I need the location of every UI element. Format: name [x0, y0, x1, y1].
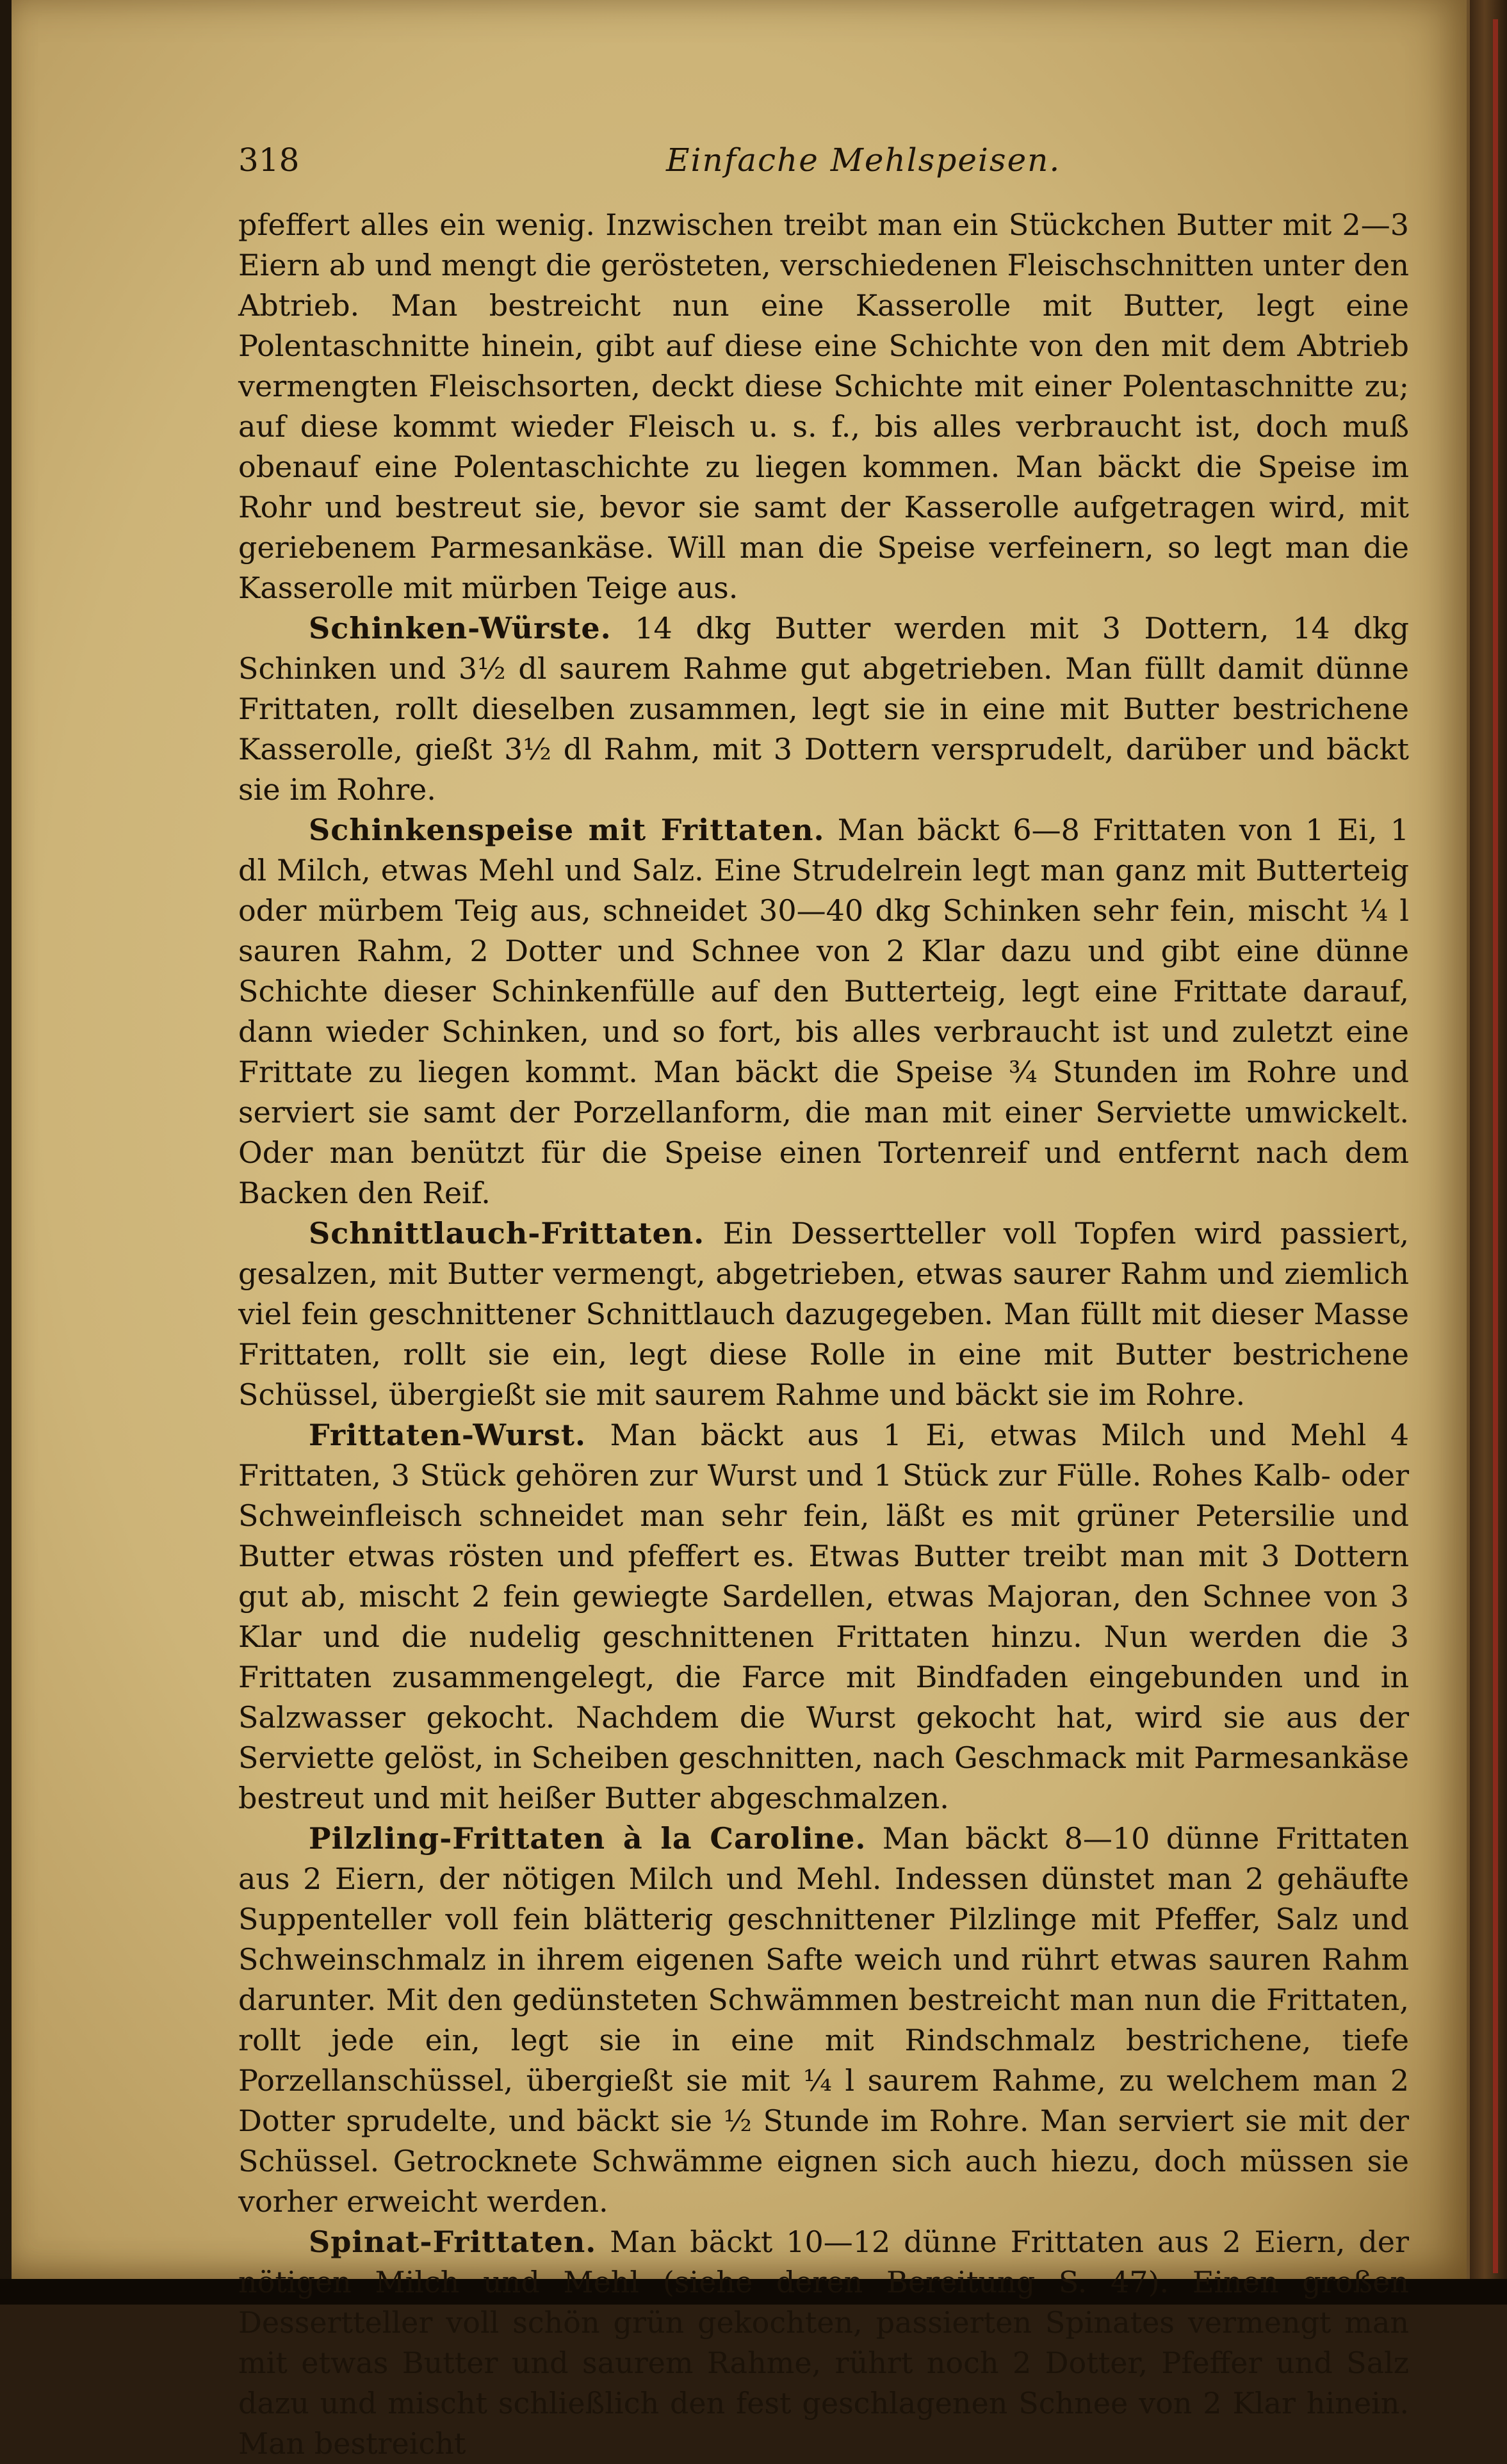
recipe-schinkenspeise — [238, 810, 1409, 1213]
paragraph-text: pfeffert alles ein wenig. Inzwischen treibt man ein Stückchen Butter mit 2—3 Eiern ab und mengt die gerösteten, verschiedenen Fleischschnitten unter den Abtrieb. Man bestreicht nun eine Kasserolle mit Butter, legt eine Polentaschnitte hinein, gibt auf diese eine Schichte von den mit dem Abtrieb vermengten Fleischsorten, deckt diese Schichte mit einer Polentaschnitte zu; auf diese kommt wieder Fleisch u. s. f., bis alles verbraucht ist, doch muß obenauf eine Polentaschichte zu liegen kommen. Man bäckt die Speise im Rohr und bestreut sie, bevor sie samt der Kasserolle aufgetragen wird, mit geriebenem Parmesankäse. Will man die Speise verfeinern, so legt man die Kasserolle mit mürben Teige aus. — [238, 207, 1409, 605]
recipe-title: Schinkenspeise mit Frittaten. — [309, 813, 825, 847]
page-number: 318 — [238, 142, 300, 179]
recipe-title: Spinat-Frittaten. — [309, 2225, 597, 2259]
recipe-title: Pilzling-Frittaten à la Caroline. — [309, 1821, 867, 1856]
recipe-spinat-frittaten — [238, 2222, 1409, 2464]
recipe-text: Man bäckt 10—12 dünne Frittaten aus 2 Eiern, der nötigen Milch und Mehl (siehe deren Bereitung S. 47). Einen großen Dessertteller voll schön grün gekochten, passierten Spinates vermengt man mit etwas Butter und saurem Rahme, rührt noch 2 Dotter, Pfeffer und Salz dazu und mischt schließlich den fest geschlagenen Schnee von 2 Klar hinein. Man bestreicht — [238, 2225, 1409, 2461]
running-head: Einfache Mehlspeisen. — [666, 142, 1061, 179]
recipe-schnittlauch-frittaten — [238, 1213, 1409, 1415]
body-text — [238, 205, 1409, 2464]
recipe-text: 14 dkg Butter werden mit 3 Dottern, 14 dkg Schinken und 3½ dl saurem Rahme gut abgetrieben. Man füllt damit dünne Frittaten, rollt dieselben zusammen, legt sie in eine mit Butter bestrichene Kasserolle, gießt 3½ dl Rahm, mit 3 Dottern versprudelt, darüber und bäckt sie im Rohre. — [238, 611, 1409, 807]
recipe-title: Schnittlauch-Frittaten. — [309, 1216, 705, 1251]
spine-stripe — [1493, 19, 1498, 2273]
recipe-text: Man bäckt 6—8 Frittaten von 1 Ei, 1 dl Milch, etwas Mehl und Salz. Eine Strudelrein legt man ganz mit Butterteig oder mürbem Teig aus, schneidet 30—40 dkg Schinken sehr fein, mischt ¼ l sauren Rahm, 2 Dotter und Schnee von 2 Klar dazu und gibt eine dünne Schichte dieser Schinkenfülle auf den Butterteig, legt eine Frittate darauf, dann wieder Schinken, und so fort, bis alles verbraucht ist und zuletzt eine Frittate zu liegen kommt. Man bäckt die Speise ¾ Stunden im Rohre und serviert sie samt der Porzellanform, die man mit einer Serviette umwickelt. Oder man benützt für die Speise einen Tortenreif und entfernt nach dem Backen den Reif. — [238, 813, 1409, 1210]
book-spine — [1470, 0, 1507, 2305]
recipe-title: Schinken-Würste. — [309, 611, 612, 645]
recipe-text: Ein Dessertteller voll Topfen wird passiert, gesalzen, mit Butter vermengt, abgetrieben, etwas saurer Rahm und ziemlich viel fein geschnittener Schnittlauch dazugegeben. Man füllt mit dieser Masse Frittaten, rollt sie ein, legt diese Rolle in eine mit Butter bestrichene Schüssel, übergießt sie mit saurem Rahme und bäckt sie im Rohre. — [238, 1216, 1409, 1412]
recipe-schinken-wuerste — [238, 608, 1409, 810]
recipe-text: Man bäckt 8—10 dünne Frittaten aus 2 Eiern, der nötigen Milch und Mehl. Indessen dünstet man 2 gehäufte Suppenteller voll fein blätterig geschnittener Pilzlinge mit Pfeffer, Salz und Schweinschmalz in ihrem eigenen Safte weich und rührt etwas sauren Rahm darunter. Mit den gedünsteten Schwämmen bestreicht man nun die Frittaten, rollt jede ein, legt sie in eine mit Rindschmalz bestrichene, tiefe Porzellanschüssel, übergießt sie mit ¼ l saurem Rahme, zu welchem man 2 Dotter sprudelte, und bäckt sie ½ Stunde im Rohre. Man serviert sie mit der Schüssel. Getrocknete Schwämme eignen sich auch hiezu, doch müssen sie vorher erweicht werden. — [238, 1821, 1409, 2219]
recipe-pilzling-frittaten — [238, 1819, 1409, 2222]
paragraph-continuation — [238, 205, 1409, 608]
recipe-frittaten-wurst — [238, 1415, 1409, 1819]
recipe-text: Man bäckt aus 1 Ei, etwas Milch und Mehl 4 Frittaten, 3 Stück gehören zur Wurst und 1 Stück zur Fülle. Rohes Kalb- oder Schweinfleisch schneidet man sehr fein, läßt es mit grüner Petersilie und Butter etwas rösten und pfeffert es. Etwas Butter treibt man mit 3 Dottern gut ab, mischt 2 fein gewiegte Sardellen, etwas Majoran, den Schnee von 3 Klar und die nudelig geschnittenen Frittaten hinzu. Nun werden die 3 Frittaten zusammengelegt, die Farce mit Bindfaden eingebunden und in Salzwasser gekocht. Nachdem die Wurst gekocht hat, wird sie aus der Serviette gelöst, in Scheiben geschnitten, nach Geschmack mit Parmesankäse bestreut und mit heißer Butter abgeschmalzen. — [238, 1418, 1409, 1815]
recipe-title: Frittaten-Wurst. — [309, 1418, 587, 1452]
